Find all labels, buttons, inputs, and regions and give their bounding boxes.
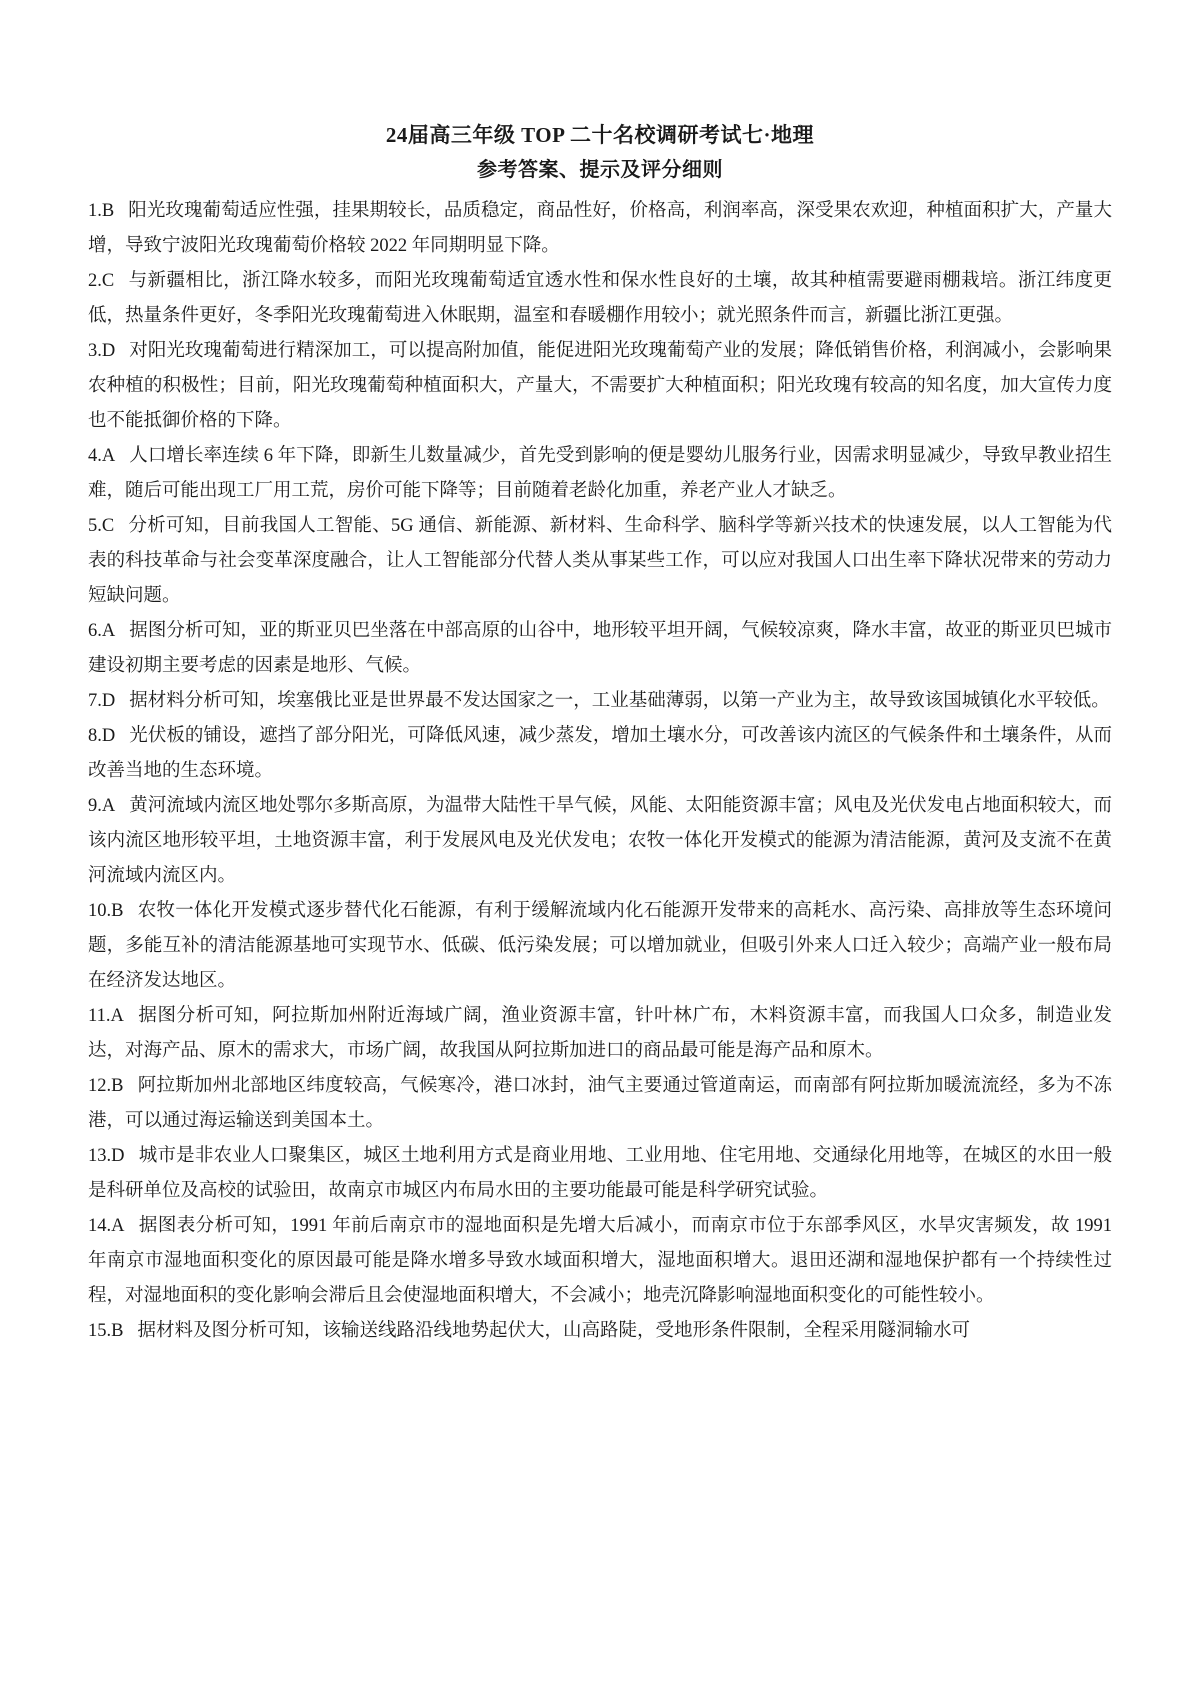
answer-label: 15.B — [88, 1321, 124, 1341]
page-title: 24届高三年级 TOP 二十名校调研考试七·地理 — [385, 123, 815, 147]
answer-item — [88, 719, 1112, 789]
answer-label: 10.B — [88, 901, 124, 921]
answer-label: 6.A — [88, 621, 116, 641]
answer-text: 黄河流域内流区地处鄂尔多斯高原，为温带大陆性干旱气候，风能、太阳能资源丰富；风电及光伏发电占地面积较大，而该内流区地形较平坦，土地资源丰富，利于发展风电及光伏发电；农牧一体化开发模式的能源为清洁能源，黄河及支流不在黄河流域内流区内。 — [88, 796, 1112, 886]
answer-text: 人口增长率连续 6 年下降，即新生儿数量减少，首先受到影响的便是婴幼儿服务行业，因需求明显减少，导致早教业招生难，随后可能出现工厂用工荒，房价可能下降等；目前随着老龄化加重，养老产业人才缺乏。 — [88, 446, 1112, 501]
answer-text: 据材料及图分析可知，该输送线路沿线地势起伏大，山高路陡，受地形条件限制，全程采用隧洞输水可 — [137, 1321, 970, 1341]
answer-item — [88, 999, 1112, 1069]
answer-text: 光伏板的铺设，遮挡了部分阳光，可降低风速，减少蒸发，增加土壤水分，可改善该内流区的气候条件和土壤条件，从而改善当地的生态环境。 — [88, 726, 1112, 781]
answer-item — [88, 509, 1112, 614]
answer-text: 对阳光玫瑰葡萄进行精深加工，可以提高附加值，能促进阳光玫瑰葡萄产业的发展；降低销售价格，利润减小，会影响果农种植的积极性；目前，阳光玫瑰葡萄种植面积大，产量大，不需要扩大种植面积；阳光玫瑰有较高的知名度，加大宣传力度也不能抵御价格的下降。 — [88, 341, 1112, 431]
answer-item — [88, 1209, 1112, 1314]
answer-label: 7.D — [88, 691, 116, 711]
answer-item — [88, 1069, 1112, 1139]
answer-text: 据图表分析可知，1991 年前后南京市的湿地面积是先增大后减小，而南京市位于东部季风区，水旱灾害频发，故 1991 年南京市湿地面积变化的原因最可能是降水增多导致水域面积增大，湿地面积增大。退田还湖和湿地保护都有一个持续性过程，对湿地面积的变化影响会滞后且会使湿地面积增大，不会减小；地壳沉降影响湿地面积变化的可能性较小。 — [88, 1216, 1112, 1306]
answer-item — [88, 194, 1112, 264]
answer-label: 14.A — [88, 1216, 125, 1236]
answer-label: 1.B — [88, 201, 115, 221]
answer-text: 与新疆相比，浙江降水较多，而阳光玫瑰葡萄适宜透水性和保水性良好的土壤，故其种植需要避雨棚栽培。浙江纬度更低，热量条件更好，冬季阳光玫瑰葡萄进入休眠期，温室和春暖棚作用较小；就光照条件而言，新疆比浙江更强。 — [88, 271, 1112, 326]
answer-text: 阳光玫瑰葡萄适应性强，挂果期较长，品质稳定，商品性好，价格高，利润率高，深受果农欢迎，种植面积扩大，产量大增，导致宁波阳光玫瑰葡萄价格较 2022 年同期明显下降。 — [88, 201, 1112, 256]
answer-text: 据图分析可知，亚的斯亚贝巴坐落在中部高原的山谷中，地形较平坦开阔，气候较凉爽，降水丰富，故亚的斯亚贝巴城市建设初期主要考虑的因素是地形、气候。 — [88, 621, 1112, 676]
page-subtitle: 参考答案、提示及评分细则 — [477, 159, 723, 181]
answer-item — [88, 439, 1112, 509]
answer-text: 农牧一体化开发模式逐步替代化石能源，有利于缓解流域内化石能源开发带来的高耗水、高污染、高排放等生态环境问题，多能互补的清洁能源基地可实现节水、低碳、低污染发展；可以增加就业，但吸引外来人口迁入较少；高端产业一般布局在经济发达地区。 — [88, 901, 1112, 991]
answer-label: 3.D — [88, 341, 116, 361]
answer-item — [88, 684, 1112, 719]
answer-item — [88, 334, 1112, 439]
answer-label: 5.C — [88, 516, 115, 536]
answer-label: 9.A — [88, 796, 116, 816]
answer-item — [88, 789, 1112, 894]
answer-item — [88, 614, 1112, 684]
answer-label: 4.A — [88, 446, 116, 466]
answer-text: 阿拉斯加州北部地区纬度较高，气候寒冷，港口冰封，油气主要通过管道南运，而南部有阿拉斯加暖流流经，多为不冻港，可以通过海运输送到美国本土。 — [88, 1076, 1112, 1131]
answer-label: 2.C — [88, 271, 115, 291]
answer-list — [88, 194, 1112, 1349]
answer-text: 城市是非农业人口聚集区，城区土地利用方式是商业用地、工业用地、住宅用地、交通绿化用地等，在城区的水田一般是科研单位及高校的试验田，故南京市城区内布局水田的主要功能最可能是科学研究试验。 — [88, 1146, 1112, 1201]
answer-text: 据图分析可知，阿拉斯加州附近海域广阔，渔业资源丰富，针叶林广布，木料资源丰富，而我国人口众多，制造业发达，对海产品、原木的需求大，市场广阔，故我国从阿拉斯加进口的商品最可能是海产品和原木。 — [88, 1006, 1112, 1061]
answer-item — [88, 1139, 1112, 1209]
answer-item — [88, 264, 1112, 334]
answer-label: 12.B — [88, 1076, 124, 1096]
answer-text: 据材料分析可知，埃塞俄比亚是世界最不发达国家之一，工业基础薄弱，以第一产业为主，故导致该国城镇化水平较低。 — [129, 691, 1110, 711]
answer-item — [88, 1314, 1112, 1349]
answer-text: 分析可知，目前我国人工智能、5G 通信、新能源、新材料、生命科学、脑科学等新兴技术的快速发展，以人工智能为代表的科技革命与社会变革深度融合，让人工智能部分代替人类从事某些工作，可以应对我国人口出生率下降状况带来的劳动力短缺问题。 — [88, 516, 1112, 606]
answer-label: 11.A — [88, 1006, 124, 1026]
answer-label: 13.D — [88, 1146, 125, 1166]
answer-item — [88, 894, 1112, 999]
answer-label: 8.D — [88, 726, 116, 746]
